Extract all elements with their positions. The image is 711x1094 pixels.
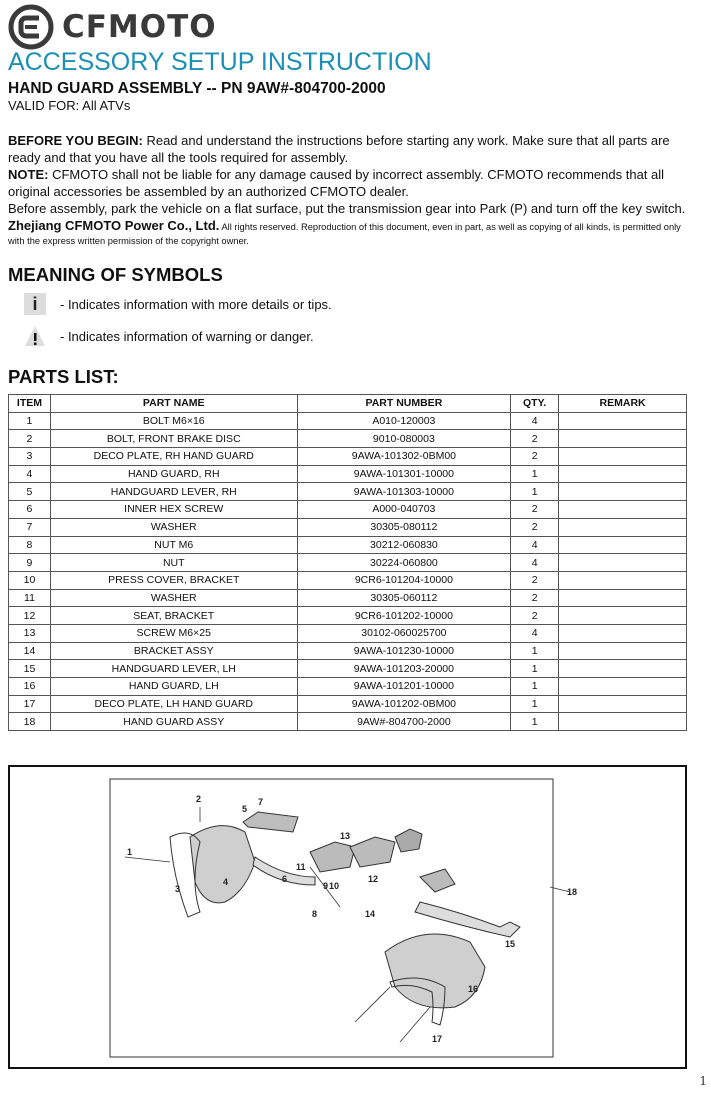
cell-remark (559, 589, 687, 607)
cell-part-name: BRACKET ASSY (50, 642, 297, 660)
cell-item: 9 (9, 554, 51, 572)
cell-remark (559, 607, 687, 625)
company-name: Zhejiang CFMOTO Power Co., Ltd. (8, 218, 220, 233)
cell-item: 8 (9, 536, 51, 554)
cell-part-number: 9AWA-101301-10000 (297, 465, 511, 483)
cell-item: 13 (9, 624, 51, 642)
callout-label: 8 (312, 909, 318, 919)
callout-label: 13 (340, 831, 351, 841)
cell-qty: 1 (511, 678, 559, 696)
callout-label: 12 (368, 874, 379, 884)
table-row (9, 536, 687, 554)
callout-label: 4 (223, 877, 229, 887)
table-row (9, 412, 687, 430)
cell-qty: 2 (511, 607, 559, 625)
cell-part-name: NUT M6 (50, 536, 297, 554)
callout-label: 1 (127, 847, 133, 857)
callout-label: 14 (365, 909, 376, 919)
cell-part-number: A000-040703 (297, 501, 511, 519)
callout-label: 2 (196, 794, 202, 804)
table-row (9, 448, 687, 466)
cell-qty: 2 (511, 501, 559, 519)
cell-qty: 1 (511, 465, 559, 483)
cell-remark (559, 483, 687, 501)
cell-part-number: 9AWA-101201-10000 (297, 678, 511, 696)
col-remark: REMARK (559, 395, 687, 413)
cell-qty: 1 (511, 483, 559, 501)
cell-part-name: INNER HEX SCREW (50, 501, 297, 519)
col-part-name: PART NAME (50, 395, 297, 413)
cell-part-name: HAND GUARD ASSY (50, 713, 297, 731)
park-instruction: Before assembly, park the vehicle on a flat surface, put the transmission gear into Park (P) and turn off the key switch. (8, 201, 686, 216)
cell-part-name: SCREW M6×25 (50, 624, 297, 642)
cell-qty: 2 (511, 448, 559, 466)
cell-part-number: 30305-080112 (297, 518, 511, 536)
cell-part-number: 9AWA-101303-10000 (297, 483, 511, 501)
cell-remark (559, 624, 687, 642)
symbol-warning-text: - Indicates information of warning or danger. (60, 328, 314, 344)
cell-remark (559, 412, 687, 430)
before-you-begin (8, 132, 690, 166)
cell-item: 3 (9, 448, 51, 466)
cell-qty: 1 (511, 642, 559, 660)
cell-qty: 2 (511, 589, 559, 607)
cell-remark (559, 554, 687, 572)
before-label: BEFORE YOU BEGIN: (8, 133, 143, 148)
note-text: CFMOTO shall not be liable for any damage caused by incorrect assembly. CFMOTO recommends that all original accessories be assembled by an authorized CFMOTO dealer. (8, 167, 665, 199)
callout-label: 5 (242, 804, 248, 814)
table-row (9, 713, 687, 731)
parts-table-header (9, 395, 687, 413)
cell-part-number: 30224-060800 (297, 554, 511, 572)
warning-icon (24, 325, 46, 347)
cell-qty: 4 (511, 554, 559, 572)
cell-item: 16 (9, 678, 51, 696)
before-text: Read and understand the instructions before starting any work. Make sure that all parts are ready and that you have all the tools required for assembly. (8, 133, 670, 165)
cfmoto-logo (8, 4, 217, 50)
callout-label: 3 (175, 884, 181, 894)
callout-label: 18 (567, 887, 578, 897)
cell-qty: 4 (511, 624, 559, 642)
cell-remark (559, 642, 687, 660)
table-row (9, 678, 687, 696)
cell-part-number: 30102-060025700 (297, 624, 511, 642)
symbol-info-text: - Indicates information with more details or tips. (60, 296, 332, 312)
exploded-view-drawing (10, 767, 685, 1067)
cell-part-number: 9AWA-101230-10000 (297, 642, 511, 660)
parts-list-heading: PARTS LIST: (8, 366, 119, 387)
page-number: 1 (699, 1074, 707, 1088)
table-row (9, 518, 687, 536)
table-row (9, 589, 687, 607)
callout-label: 10 (329, 881, 340, 891)
cell-remark (559, 448, 687, 466)
cell-remark (559, 571, 687, 589)
col-qty: QTY. (511, 395, 559, 413)
col-part-number: PART NUMBER (297, 395, 511, 413)
col-item: ITEM (9, 395, 51, 413)
cell-item: 11 (9, 589, 51, 607)
cell-item: 17 (9, 695, 51, 713)
cell-part-name: BOLT M6×16 (50, 412, 297, 430)
cell-remark (559, 536, 687, 554)
logo-wordmark: CFMOTO (62, 9, 217, 45)
symbol-row-info (24, 293, 332, 315)
cell-qty: 2 (511, 571, 559, 589)
table-row (9, 642, 687, 660)
cell-item: 7 (9, 518, 51, 536)
cell-item: 4 (9, 465, 51, 483)
callout-label: 15 (505, 939, 516, 949)
callout-label: 17 (432, 1034, 443, 1044)
cell-part-name: HAND GUARD, LH (50, 678, 297, 696)
table-row (9, 695, 687, 713)
cell-item: 6 (9, 501, 51, 519)
cell-part-name: HANDGUARD LEVER, RH (50, 483, 297, 501)
callout-label: 6 (282, 874, 288, 884)
cell-remark (559, 465, 687, 483)
cell-item: 5 (9, 483, 51, 501)
cell-item: 10 (9, 571, 51, 589)
cell-item: 1 (9, 412, 51, 430)
document-title: ACCESSORY SETUP INSTRUCTION (8, 48, 432, 76)
cell-item: 2 (9, 430, 51, 448)
table-row (9, 483, 687, 501)
cell-remark (559, 518, 687, 536)
table-row (9, 430, 687, 448)
cell-item: 14 (9, 642, 51, 660)
cell-part-name: PRESS COVER, BRACKET (50, 571, 297, 589)
cell-part-name: NUT (50, 554, 297, 572)
callout-label: 11 (296, 862, 306, 872)
table-row (9, 660, 687, 678)
cell-qty: 2 (511, 518, 559, 536)
callout-label: 7 (258, 797, 264, 807)
cell-item: 18 (9, 713, 51, 731)
cell-part-name: DECO PLATE, LH HAND GUARD (50, 695, 297, 713)
cell-remark (559, 678, 687, 696)
symbol-row-warning (24, 325, 314, 347)
callout-label: 9 (323, 881, 329, 891)
cell-part-number: 9CR6-101204-10000 (297, 571, 511, 589)
cell-remark (559, 501, 687, 519)
cell-item: 12 (9, 607, 51, 625)
copyright-text: All rights reserved. Reproduction of this document, even in part, as well as copying of all kinds, is permitted only with the express written permission of the copyright owner. (8, 222, 681, 246)
parts-table (8, 394, 687, 731)
exploded-diagram (8, 765, 687, 1069)
callout-label: 16 (468, 984, 479, 994)
cell-part-number: 9010-080003 (297, 430, 511, 448)
table-row (9, 465, 687, 483)
cell-qty: 1 (511, 660, 559, 678)
cell-part-number: A010-120003 (297, 412, 511, 430)
valid-for: VALID FOR: All ATVs (8, 98, 131, 113)
cell-remark (559, 713, 687, 731)
cell-part-number: 9AWA-101202-0BM00 (297, 695, 511, 713)
info-icon: i (24, 293, 46, 315)
assembly-title: HAND GUARD ASSEMBLY -- PN 9AW#-804700-2000 (8, 80, 386, 97)
table-row (9, 554, 687, 572)
copyright-notice (8, 219, 690, 248)
cell-part-number: 9AW#-804700-2000 (297, 713, 511, 731)
symbols-heading: MEANING OF SYMBOLS (8, 264, 223, 285)
table-row (9, 501, 687, 519)
cell-part-name: WASHER (50, 518, 297, 536)
cell-part-number: 30212-060830 (297, 536, 511, 554)
cell-part-number: 30305-060112 (297, 589, 511, 607)
cell-qty: 1 (511, 713, 559, 731)
cell-remark (559, 695, 687, 713)
cell-qty: 4 (511, 412, 559, 430)
cell-qty: 1 (511, 695, 559, 713)
cell-part-name: DECO PLATE, RH HAND GUARD (50, 448, 297, 466)
table-row (9, 624, 687, 642)
cell-item: 15 (9, 660, 51, 678)
cell-remark (559, 430, 687, 448)
table-row (9, 571, 687, 589)
cell-part-number: 9CR6-101202-10000 (297, 607, 511, 625)
table-row (9, 607, 687, 625)
cell-part-number: 9AWA-101203-20000 (297, 660, 511, 678)
cell-part-name: HANDGUARD LEVER, LH (50, 660, 297, 678)
cell-qty: 4 (511, 536, 559, 554)
note-label: NOTE: (8, 167, 49, 182)
cfmoto-emblem-icon (8, 4, 54, 50)
cell-remark (559, 660, 687, 678)
cell-part-name: WASHER (50, 589, 297, 607)
cell-part-name: HAND GUARD, RH (50, 465, 297, 483)
cell-part-name: SEAT, BRACKET (50, 607, 297, 625)
cell-part-number: 9AWA-101302-0BM00 (297, 448, 511, 466)
cell-part-name: BOLT, FRONT BRAKE DISC (50, 430, 297, 448)
cell-qty: 2 (511, 430, 559, 448)
note-paragraph (8, 166, 690, 200)
